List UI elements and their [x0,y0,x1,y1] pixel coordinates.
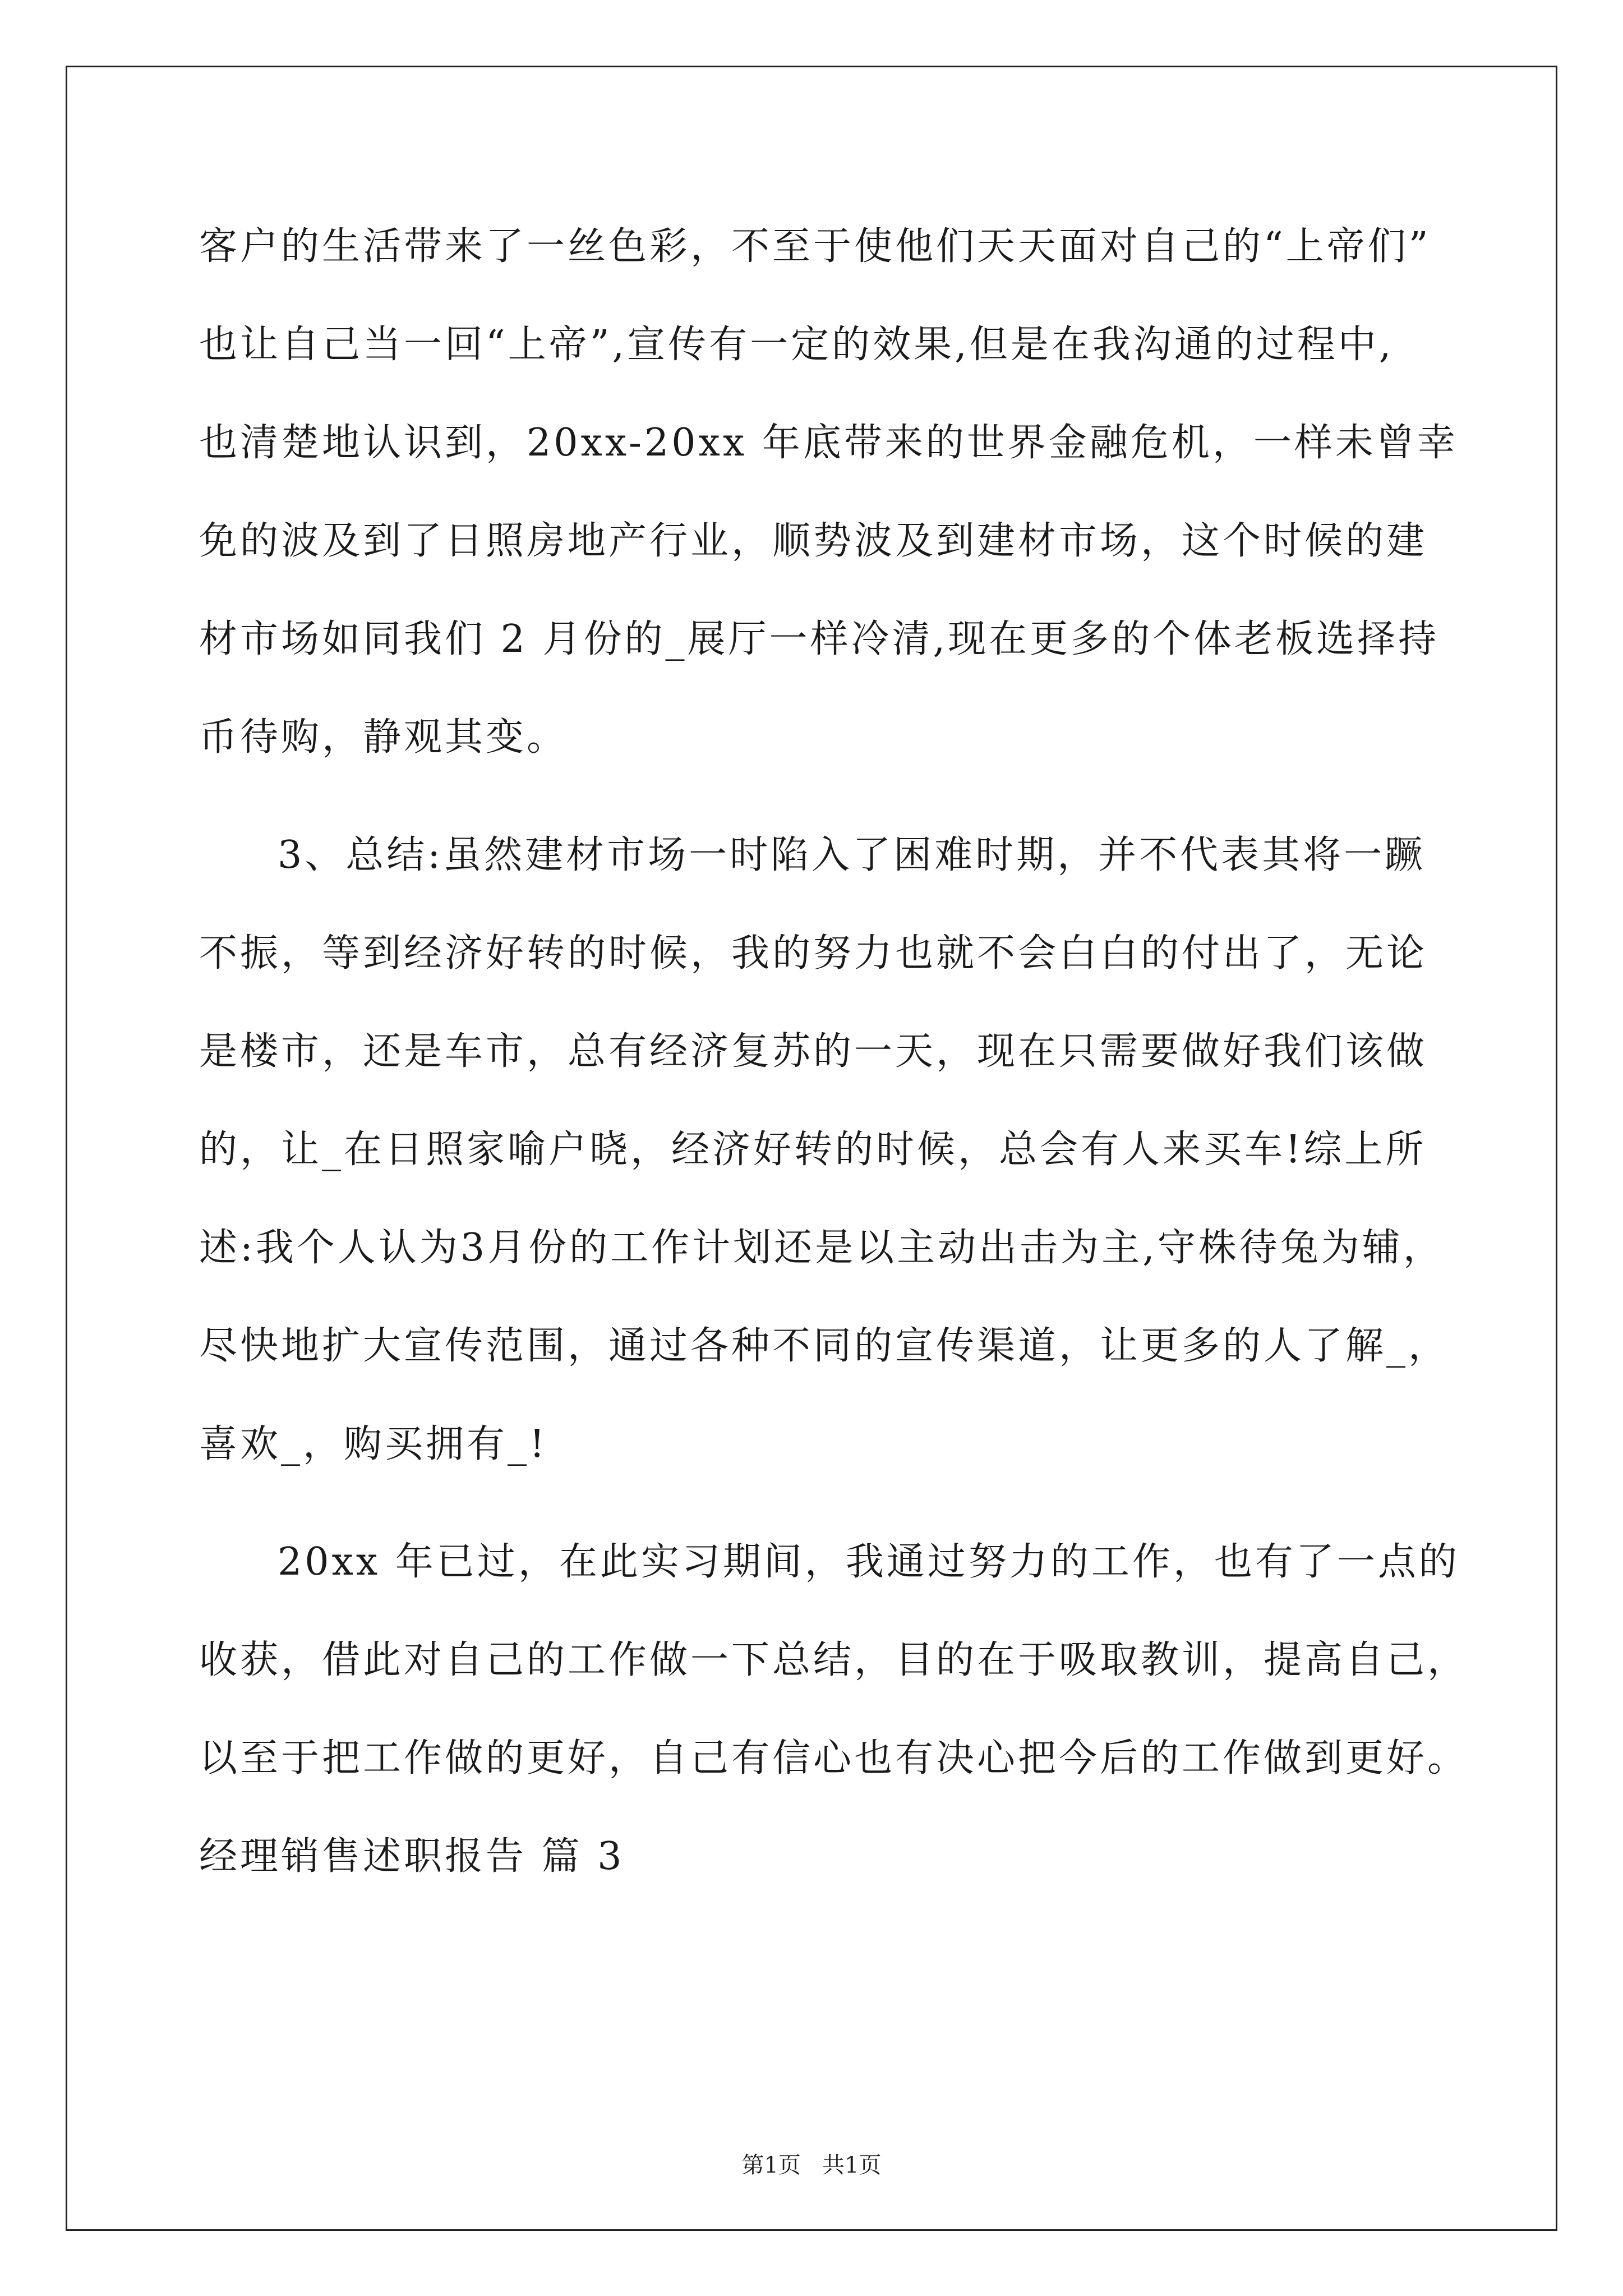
text-line: 3、总结:虽然建材市场一时陷入了困难时期，并不代表其将一蹶 [278,833,1426,877]
text-line: 币待购，静观其变。 [199,715,568,760]
text-line: 是楼市，还是车市，总有经济复苏的一天，现在只需要做好我们该做 [199,1029,1428,1074]
text-line: 喜欢_，购买拥有_! [199,1422,548,1466]
text-line: 也清楚地认识到，20xx-20xx 年底带来的世界金融危机，一样未曾幸 [199,421,1458,465]
section-heading: 经理销售述职报告 篇 3 [199,1834,625,1879]
text-line: 材市场如同我们 2 月份的_展厅一样冷清,现在更多的个体老板选择持 [199,617,1440,661]
text-line: 也让自己当一回“上帝”,宣传有一定的效果,但是在我沟通的过程中, [199,323,1394,367]
text-line: 的，让_在日照家喻户晓，经济好转的时候，总会有人来买车!综上所 [199,1128,1427,1172]
text-line: 以至于把工作做的更好，自己有信心也有决心把今后的工作做到更好。 [199,1736,1469,1780]
text-line: 免的波及到了日照房地产行业，顺势波及到建材市场，这个时候的建 [199,519,1428,563]
text-line: 尽快地扩大宣传范围，通过各种不同的宣传渠道，让更多的人了解_， [199,1324,1450,1368]
text-line: 不振，等到经济好转的时候，我的努力也就不会白白的付出了，无论 [199,931,1428,976]
text-line: 收获，借此对自己的工作做一下总结，目的在于吸取教训，提高自己， [199,1638,1469,1682]
page-footer: 第1页 共1页 [741,2152,882,2178]
text-line: 20xx 年已过，在此实习期间，我通过努力的工作，也有了一点的 [278,1540,1460,1584]
text-line: 客户的生活带来了一丝色彩，不至于使他们天天面对自己的“上帝们” [199,224,1431,269]
text-line: 述:我个人认为3月份的工作计划还是以主动出击为主,守株待兔为辅， [199,1226,1444,1270]
